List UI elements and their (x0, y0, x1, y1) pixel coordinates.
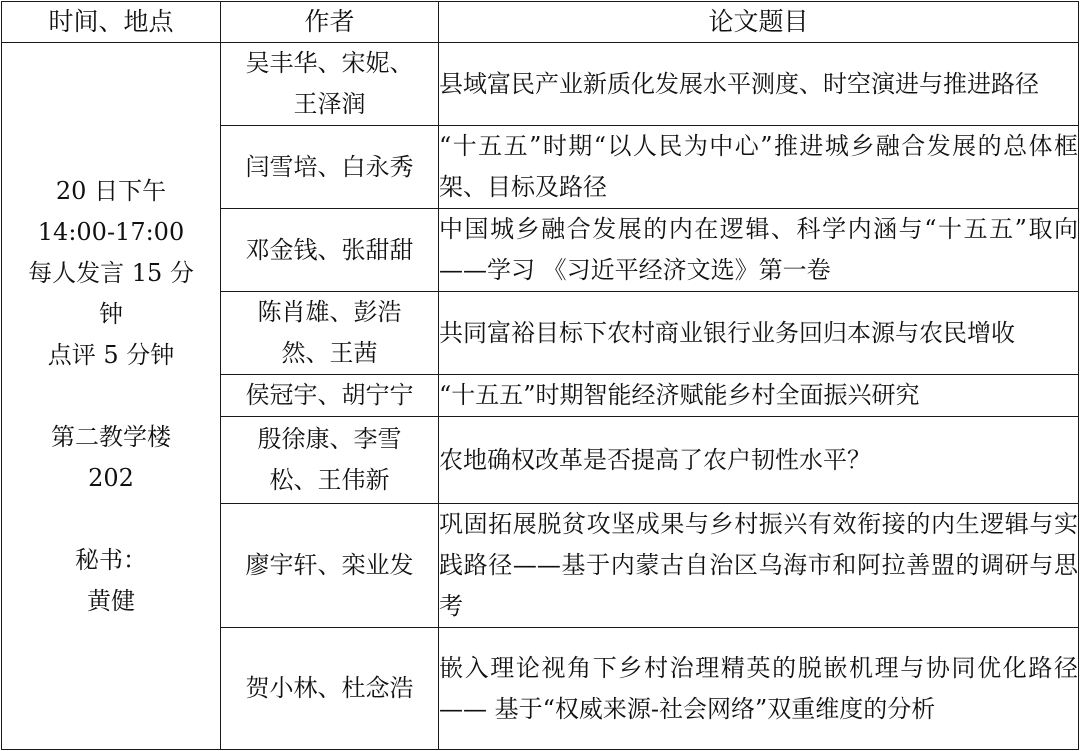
paper-title: 共同富裕目标下农村商业银行业务回归本源与农民增收 (439, 292, 1079, 375)
header-author: 作者 (221, 2, 439, 43)
paper-title: “十五五”时期智能经济赋能乡村全面振兴研究 (439, 375, 1079, 417)
paper-title: 中国城乡融合发展的内在逻辑、科学内涵与“十五五”取向——学习 《习近平经济文选》第一卷 (439, 209, 1079, 292)
author-cell (221, 417, 439, 504)
author-line: 松、王伟新 (269, 466, 390, 494)
author-cell (221, 126, 439, 209)
author-line: 王泽润 (293, 90, 366, 118)
session-time: 14:00-17:00 (37, 217, 185, 246)
paper-title: 巩固拓展脱贫攻坚成果与乡村振兴有效衔接的内生逻辑与实践路径——基于内蒙古自治区乌海市和阿拉善盟的调研与思考 (439, 504, 1079, 628)
author-line: 陈肖雄、彭浩 (257, 298, 402, 326)
author-line: 廖宇轩、栾业发 (245, 551, 414, 579)
author-cell (221, 504, 439, 628)
paper-title: 嵌入理论视角下乡村治理精英的脱嵌机理与协同优化路径—— 基于“权威来源-社会网络”双重维度的分析 (439, 628, 1079, 750)
secretary-label: 秘书： (75, 545, 147, 574)
author-cell (221, 628, 439, 750)
author-cell (221, 43, 439, 126)
session-info-cell (2, 43, 221, 750)
paper-title: 农地确权改革是否提高了农户韧性水平？ (439, 417, 1079, 504)
table-row (2, 43, 1079, 126)
author-line: 侯冠宇、胡宁宁 (245, 381, 414, 409)
session-review-rule: 点评 5 分钟 (47, 340, 175, 369)
schedule-table (1, 1, 1079, 750)
secretary-name: 黄健 (87, 586, 135, 615)
session-speak-rule: 每人发言 15 分 (28, 258, 194, 287)
session-speak-rule-cont: 钟 (99, 299, 123, 328)
session-building: 第二教学楼 (51, 422, 171, 451)
author-line: 吴丰华、宋妮、 (245, 49, 414, 77)
author-cell (221, 375, 439, 417)
paper-title: 县域富民产业新质化发展水平测度、时空演进与推进路径 (439, 43, 1079, 126)
author-line: 贺小林、杜念浩 (245, 674, 414, 702)
header-row (2, 2, 1079, 43)
paper-title: “十五五”时期“以人民为中心”推进城乡融合发展的总体框架、目标及路径 (439, 126, 1079, 209)
header-title: 论文题目 (439, 2, 1079, 43)
session-room: 202 (88, 463, 134, 492)
author-cell (221, 209, 439, 292)
author-line: 然、王茜 (281, 339, 378, 367)
header-time-place: 时间、地点 (2, 2, 221, 43)
author-line: 邓金钱、张甜甜 (245, 235, 414, 264)
author-cell (221, 292, 439, 375)
session-date: 20 日下午 (55, 176, 167, 205)
author-line: 殷徐康、李雪 (257, 425, 402, 453)
author-line: 闫雪培、白永秀 (245, 152, 414, 181)
